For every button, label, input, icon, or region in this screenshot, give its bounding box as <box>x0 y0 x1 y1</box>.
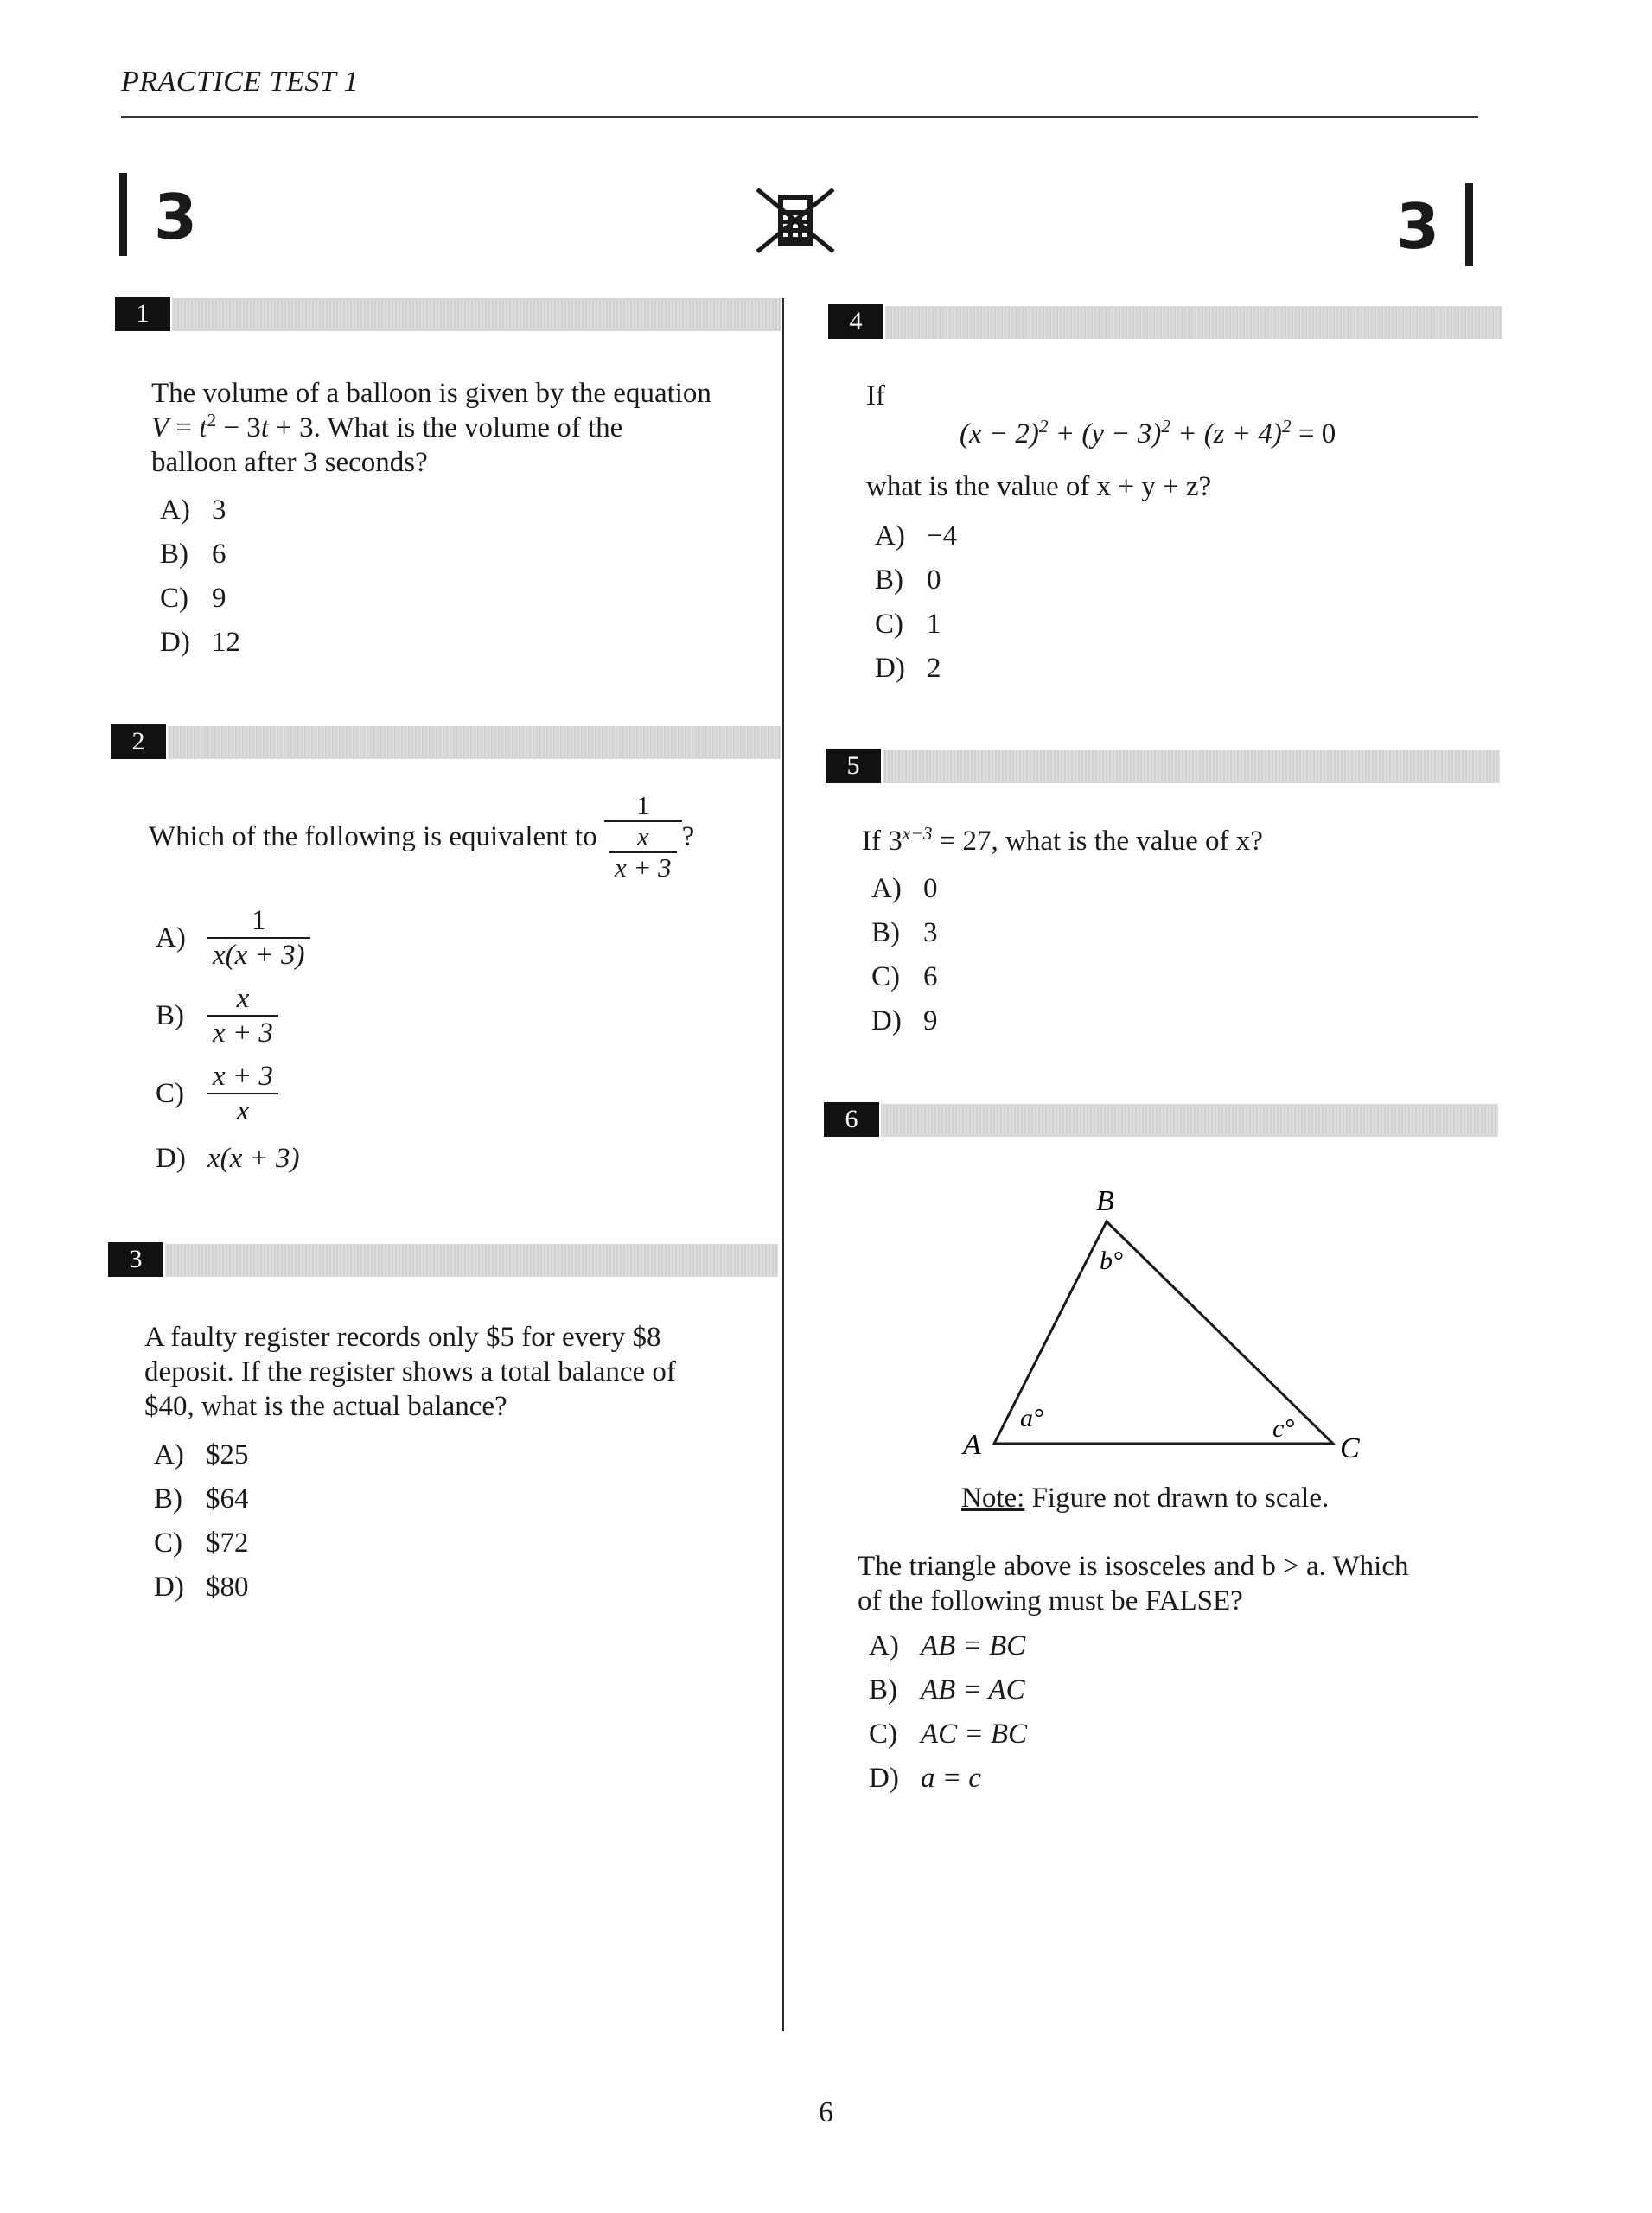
question-4-stem: what is the value of x + y + z? <box>866 471 1212 502</box>
question-1-stem <box>151 376 756 480</box>
question-number: 5 <box>826 749 881 783</box>
stem-line: deposit. If the register shows a total balance of <box>144 1356 676 1387</box>
question-2-choices <box>156 899 310 1184</box>
question-band <box>168 726 781 759</box>
question-1-choices <box>160 493 240 669</box>
question-6-header <box>824 1102 1498 1142</box>
angle-a-label: a° <box>1020 1404 1043 1432</box>
question-2-stem: Which of the following is equivalent to $\frac{1}{\frac{x}{x + 3}}$ ? <box>149 790 695 883</box>
answer-choice-a[interactable]: A) $\frac{1}{x(x + 3)}$ <box>156 899 310 977</box>
stem-line: balloon after 3 seconds? <box>151 447 428 478</box>
question-3-header <box>108 1242 778 1282</box>
answer-choice-d[interactable]: D) a = c <box>869 1763 981 1794</box>
question-3-choices <box>154 1438 249 1614</box>
vertex-b-label: B <box>1096 1185 1114 1217</box>
question-number: 3 <box>108 1242 163 1277</box>
answer-choice-c[interactable]: C) $72 <box>154 1527 249 1559</box>
vertex-a-label: A <box>963 1429 981 1461</box>
question-band <box>881 1104 1498 1137</box>
answer-choice-a[interactable]: A) AB = BC <box>869 1630 1026 1661</box>
page-number: 6 <box>819 2096 833 2128</box>
no-calculator-icon <box>752 186 839 255</box>
triangle-figure <box>951 1176 1383 1470</box>
complex-fraction: $\frac{1}{\frac{x}{x + 3}}$ <box>604 791 682 883</box>
question-1-header <box>115 297 781 336</box>
angle-c-label: c° <box>1272 1414 1295 1443</box>
answer-choice-b[interactable]: B) 3 <box>871 917 938 948</box>
stem-line: The volume of a balloon is given by the equation <box>151 378 711 409</box>
question-number: 4 <box>828 304 883 339</box>
question-band <box>885 306 1502 339</box>
answer-choice-c[interactable]: C) $\frac{x + 3}{x}$ <box>156 1055 310 1132</box>
stem-line: The triangle above is isosceles and b > a. Which <box>858 1551 1409 1582</box>
question-band <box>172 298 781 331</box>
section-bar-left <box>119 173 127 256</box>
answer-choice-a[interactable]: A) 0 <box>871 873 938 904</box>
question-4-equation: $(x - 2)^2 + (y - 3)^2 + (z + 4)^2 = 0$ <box>960 416 1336 450</box>
running-head: PRACTICE TEST 1 <box>121 66 360 98</box>
triangle-shape <box>994 1221 1333 1444</box>
question-number: 2 <box>111 724 166 759</box>
vertex-c-label: C <box>1340 1432 1360 1464</box>
answer-choice-c[interactable]: C) 6 <box>871 961 938 992</box>
stem-line: of the following must be FALSE? <box>858 1585 1243 1617</box>
question-5-choices <box>871 871 938 1048</box>
answer-choice-a[interactable]: A) −4 <box>875 520 958 552</box>
question-6-stem <box>858 1549 1497 1618</box>
answer-choice-d[interactable]: D) 12 <box>160 627 240 658</box>
section-bar-right <box>1465 183 1473 266</box>
question-5-stem: If $3^{x-3} = 27$, what is the value of x? <box>862 823 1263 857</box>
answer-choice-b[interactable]: B) $64 <box>154 1483 249 1515</box>
section-number-left: 3 <box>154 181 198 253</box>
question-number: 1 <box>115 297 170 331</box>
answer-choice-b[interactable]: B) $\frac{x}{x + 3}$ <box>156 977 310 1055</box>
section-number-right: 3 <box>1396 190 1440 263</box>
question-4-choices <box>875 519 957 695</box>
question-number: 6 <box>824 1102 879 1137</box>
answer-choice-b[interactable]: B) 0 <box>875 564 941 596</box>
question-2-header <box>111 724 781 764</box>
stem-line: A faulty register records only $5 for every $8 <box>144 1322 661 1353</box>
answer-choice-c[interactable]: C) 9 <box>160 583 226 614</box>
answer-choice-a[interactable]: A) $25 <box>154 1439 249 1470</box>
answer-choice-d[interactable]: D) 9 <box>871 1005 938 1036</box>
answer-choice-a[interactable]: A) 3 <box>160 494 226 526</box>
question-band <box>883 750 1500 783</box>
answer-choice-d[interactable]: D) x(x + 3) <box>156 1142 300 1174</box>
figure-note: Note: Figure not drawn to scale. <box>961 1483 1330 1514</box>
answer-choice-b[interactable]: B) 6 <box>160 539 226 570</box>
question-5-header <box>826 749 1500 788</box>
answer-choice-d[interactable]: D) 2 <box>875 653 941 684</box>
angle-b-label: b° <box>1100 1247 1123 1275</box>
answer-choice-b[interactable]: B) AB = AC <box>869 1674 1025 1706</box>
answer-choice-c[interactable]: C) AC = BC <box>869 1719 1028 1750</box>
stem-line: $40, what is the actual balance? <box>144 1391 507 1422</box>
stem-text: Which of the following is equivalent to <box>149 821 597 852</box>
stem-line-equation: $V = t^2 - 3t + 3$. What is the volume of the <box>151 410 623 443</box>
column-divider <box>782 298 784 2031</box>
answer-choice-c[interactable]: C) 1 <box>875 609 941 640</box>
question-3-stem <box>144 1320 749 1424</box>
question-band <box>165 1244 778 1277</box>
question-6-choices <box>869 1629 1027 1805</box>
question-4-header <box>828 304 1502 344</box>
header-rule <box>121 116 1478 118</box>
answer-choice-d[interactable]: D) $80 <box>154 1572 249 1603</box>
question-4-if: If <box>866 380 885 411</box>
